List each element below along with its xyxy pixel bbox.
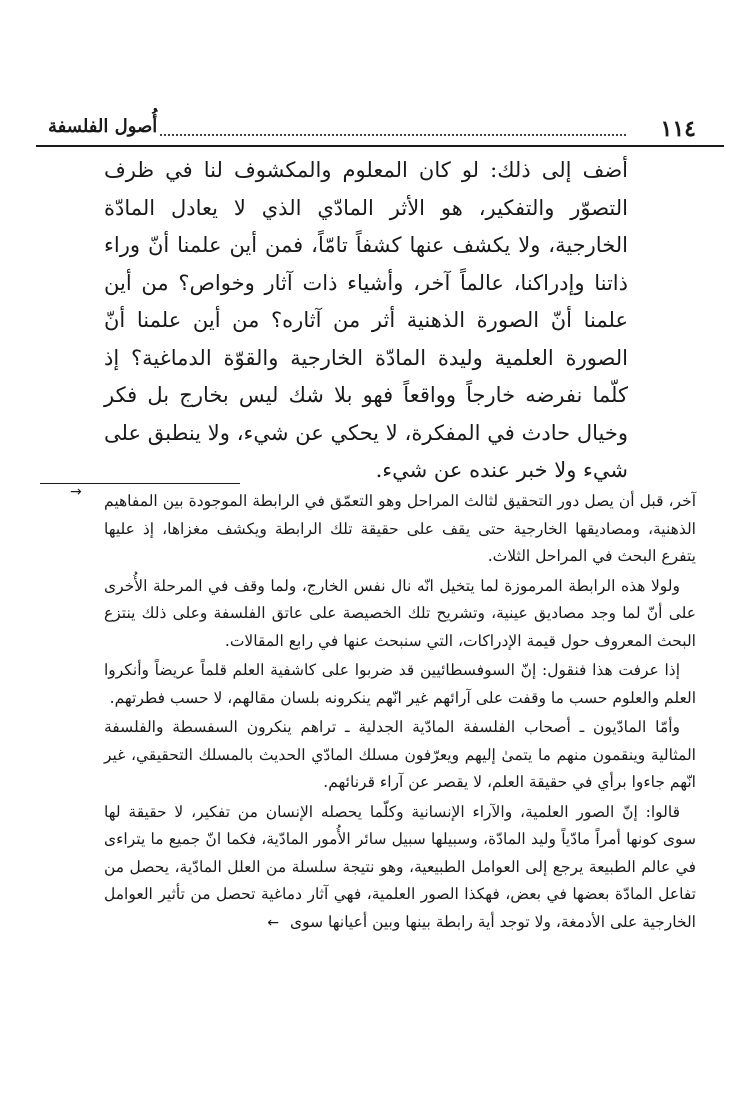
dotted-leader [160,134,626,136]
main-paragraph: أضف إلى ذلك: لو كان المعلوم والمكشوف لنا في ظرف التصوّر والتفكير، هو الأثر المادّي الذي لا يعادل المادّة الخارجية، ولا يكشف عنها كشفاً تامّاً، فمن أين علمنا أنّ وراء ذاتنا وإدراكنا، عالماً آخر، وأشياء ذات آثار وخواص؟ من أين علمنا أنّ الصورة الذهنية أثر من آثاره؟ من أين علمنا أنّ الصورة العلمية وليدة المادّة الخارجية والقوّة الدماغية؟ إذ كلّما نفرضه خارجاً وواقعاً فهو بلا شك ليس بخارج بل فكر وخيال حادث في المفكرة، لا يحكي عن شيء، ولا ينطبق على شيء ولا خبر عنده عن شيء. [104,158,628,482]
footnote-paragraph: وأمّا المادّيون ـ أصحاب الفلسفة المادّية الجدلية ـ تراهم ينكرون السفسطة والفلسفة المثالية وينقمون منهم ما يتمىٰ إليهم ويعرّفون مسلك المادّي الحديث بالمسلك التحقيقي، غير انّهم جاءوا برأي في حقيقة العلم، لا يقصر عن آراء قرنائهم. [104,718,696,791]
continues-arrow-icon: ← [267,914,280,931]
footnotes [104,488,696,939]
running-header [40,112,716,146]
footnote-paragraph [104,799,696,938]
footnote-paragraph: ولولا هذه الرابطة المرموزة لما يتخيل انّه نال نفس الخارج، ولما وقف في المرحلة الأُخرى على أنّ لما وجد مصاديق عينية، وتشريح تلك الخصيصة على عاتق الفلسفة وعلى ذلك ينتزع البحث المعروف حول قيمة الإدراكات، التي سنبحث عنها في رابع المقالات. [104,576,696,650]
footnote-paragraph: إذا عرفت هذا فنقول: إنّ السوفسطائيين قد ضربوا على كاشفية العلم قلماً عريضاً وأنكروا العلم والعلوم حسب ما وقفت على آرائهم غير انّهم ينكرونه بلسان مقالهم، لا حسب فطرتهم. [104,661,696,707]
page-number: ١١٤ [660,116,696,142]
footnote-paragraph-text: قالوا: إنّ الصور العلمية، والآراء الإنسانية وكلّما يحصله الإنسان من تفكير، لا حقيقة لها سوى كونها أمراً مادّياً وليد المادّة، وسبيلها سبيل سائر الأُمور المادّية، فكما انّ جميع ما يتراءى في عالم الطبيعة يرجع إلى العوامل الطبيعية، وهو نتيجة سلسلة من العلل المادّية، يحصل من تفاعل المادّة بعضها في بعض، فهكذا الصور العلمية، فهي آثار دماغية تحصل من تأثير العوامل الخارجية على الأدمغة، ولا توجد أية رابطة بينها وبين أعيانها سوى [104,802,696,931]
header-rule [36,145,724,147]
continued-arrow-icon: → [70,484,82,500]
running-title: أُصول الفلسفة [48,116,158,137]
footnote-paragraph: آخر، قبل أن يصل دور التحقيق لثالث المراحل وهو التعمّق في الرابطة الموجودة بين المفاهيم الذهنية، ومصاديقها الخارجية حتى يقف على حقيقة تلك الرابطة ويكشف مغزاها، إذ عليها يتفرع البحث في المراحل الثلاث. [104,492,696,565]
